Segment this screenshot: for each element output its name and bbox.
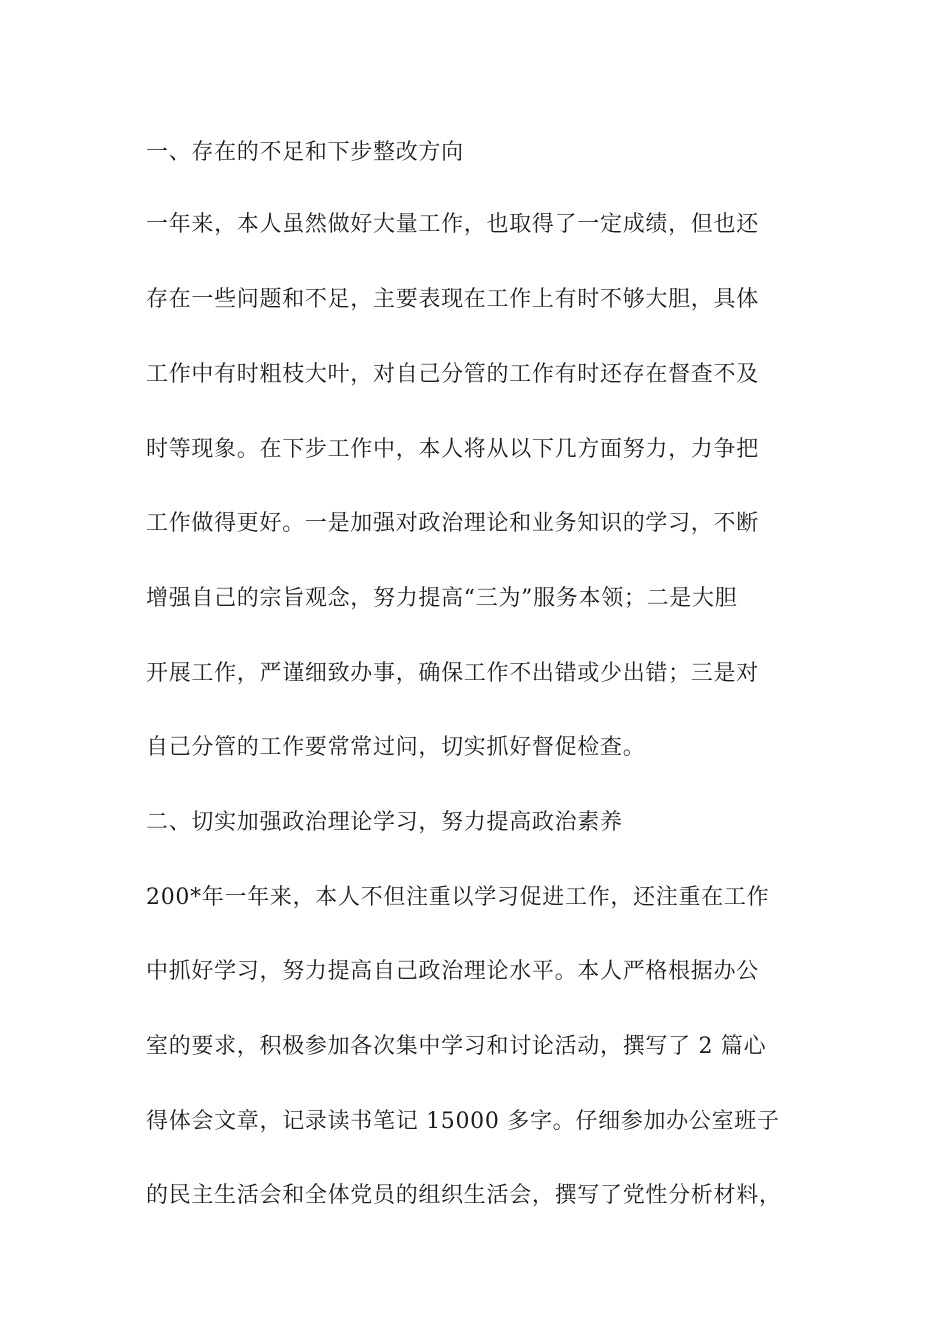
- body-line: 一年来，本人虽然做好大量工作，也取得了一定成绩，但也还: [146, 212, 759, 237]
- body-line: 存在一些问题和不足，主要表现在工作上有时不够大胆，具体: [146, 287, 759, 312]
- body-line: 中抓好学习，努力提高自己政治理论水平。本人严格根据办公: [146, 959, 759, 984]
- body-line: 自己分管的工作要常常过问，切实抓好督促检查。: [146, 735, 646, 760]
- body-line: 工作做得更好。一是加强对政治理论和业务知识的学习，不断: [146, 511, 759, 536]
- body-line: 时等现象。在下步工作中，本人将从以下几方面努力，力争把: [146, 437, 759, 462]
- section-heading-1: 一、存在的不足和下步整改方向: [146, 140, 464, 165]
- section-heading-2: 二、切实加强政治理论学习，努力提高政治素养: [146, 810, 623, 835]
- body-line: 室的要求，积极参加各次集中学习和讨论活动，撰写了 2 篇心: [146, 1034, 767, 1059]
- body-line: 200*年一年来，本人不但注重以学习促进工作，还注重在工作: [146, 885, 770, 910]
- body-line: 工作中有时粗枝大叶，对自己分管的工作有时还存在督查不及: [146, 362, 759, 387]
- body-line: 的民主生活会和全体党员的组织生活会，撰写了党性分析材料，: [146, 1183, 782, 1208]
- body-line: 得体会文章，记录读书笔记 15000 多字。仔细参加办公室班子: [146, 1109, 780, 1134]
- body-line: 开展工作，严谨细致办事，确保工作不出错或少出错；三是对: [146, 661, 759, 686]
- body-line: 增强自己的宗旨观念，努力提高“三为”服务本领；二是大胆: [146, 586, 738, 611]
